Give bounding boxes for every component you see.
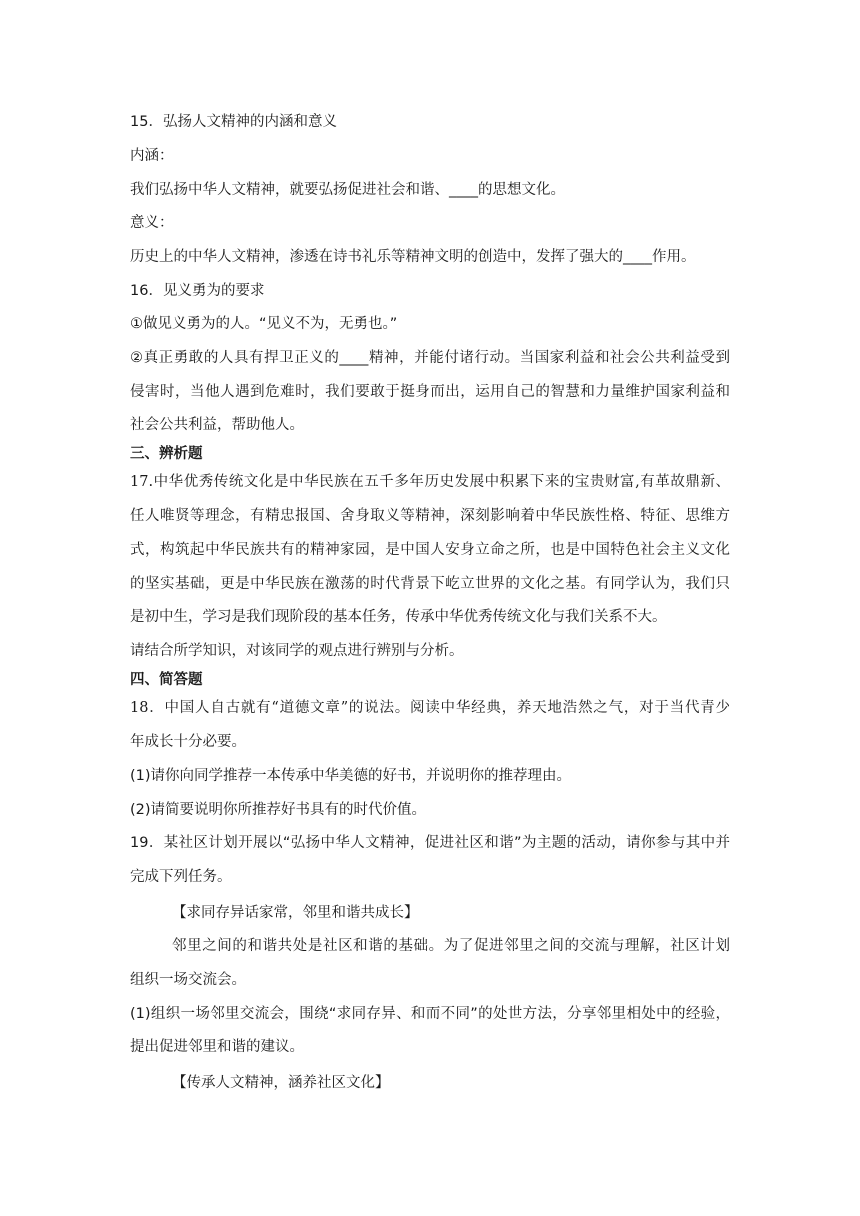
- q19-block2-title: 【传承人文精神，涵养社区文化】: [172, 1075, 390, 1091]
- q17-line: 的坚实基础，更是中华民族在激荡的时代背景下屹立世界的文化之基。有同学认为，我们只: [130, 576, 730, 592]
- q15-significance-text: 历史上的中华人文精神，渗透在诗书礼乐等精神文明的创造中，发挥了强大的____作用。: [130, 249, 696, 265]
- q16-item2-line: 侵害时，当他人遇到危难时，我们要敢于挺身而出，运用自己的智慧和力量维护国家利益和: [130, 384, 730, 400]
- q17-line: 任人唯贤等理念，有精忠报国、舍身取义等精神，深刻影响着中华民族性格、特征、思维方: [130, 508, 730, 524]
- q19-sub1-line: 提出促进邻里和谐的建议。: [130, 1039, 304, 1055]
- q18-sub2: (2)请简要说明你所推荐好书具有的时代价值。: [130, 802, 427, 818]
- q15-connotation-text: 我们弘扬中华人文精神，就要弘扬促进社会和谐、____的思想文化。: [130, 182, 565, 198]
- q16-item2-line: ②真正勇敢的人具有捍卫正义的____精神，并能付诸行动。当国家利益和社会公共利益受到: [130, 350, 730, 366]
- q19-block1-title: 【求同存异话家常，邻里和谐共成长】: [172, 905, 419, 921]
- q17-line: 17.中华优秀传统文化是中华民族在五千多年历史发展中积累下来的宝贵财富,有革故鼎新、: [130, 474, 730, 490]
- q19-block1-line: 邻里之间的和谐共处是社区和谐的基础。为了促进邻里之间的交流与理解，社区计划: [172, 938, 730, 954]
- q19-sub1-line: (1)组织一场邻里交流会，围绕“求同存异、和而不同”的处世方法，分享邻里相处中的经验，: [130, 1006, 730, 1022]
- q19-line: 19．某社区计划开展以“弘扬中华人文精神，促进社区和谐”为主题的活动，请你参与其中并: [130, 835, 730, 851]
- q17-line: 是初中生，学习是我们现阶段的基本任务，传承中华优秀传统文化与我们关系不大。: [130, 609, 667, 625]
- section3-heading: 三、辨析题: [130, 446, 203, 462]
- q16-title: 16．见义勇为的要求: [130, 283, 265, 299]
- q19-block1-line: 组织一场交流会。: [130, 972, 246, 988]
- q18-line: 年成长十分必要。: [130, 734, 246, 750]
- q15-title: 15．弘扬人文精神的内涵和意义: [130, 114, 337, 130]
- q18-sub1: (1)请你向同学推荐一本传承中华美德的好书，并说明你的推荐理由。: [130, 768, 572, 784]
- q16-item2-line: 社会公共利益，帮助他人。: [130, 417, 304, 433]
- q15-significance-label: 意义：: [130, 215, 174, 231]
- q16-item1: ①做见义勇为的人。“见义不为，无勇也。”: [130, 316, 398, 332]
- q17-prompt: 请结合所学知识，对该同学的观点进行辨别与分析。: [130, 643, 464, 659]
- q18-line: 18．中国人自古就有“道德文章”的说法。阅读中华经典，养天地浩然之气，对于当代青少: [130, 700, 730, 716]
- q19-line: 完成下列任务。: [130, 869, 232, 885]
- section4-heading: 四、简答题: [130, 672, 203, 688]
- q17-line: 式，构筑起中华民族共有的精神家园，是中国人安身立命之所，也是中国特色社会主义文化: [130, 542, 730, 558]
- q15-connotation-label: 内涵：: [130, 148, 174, 164]
